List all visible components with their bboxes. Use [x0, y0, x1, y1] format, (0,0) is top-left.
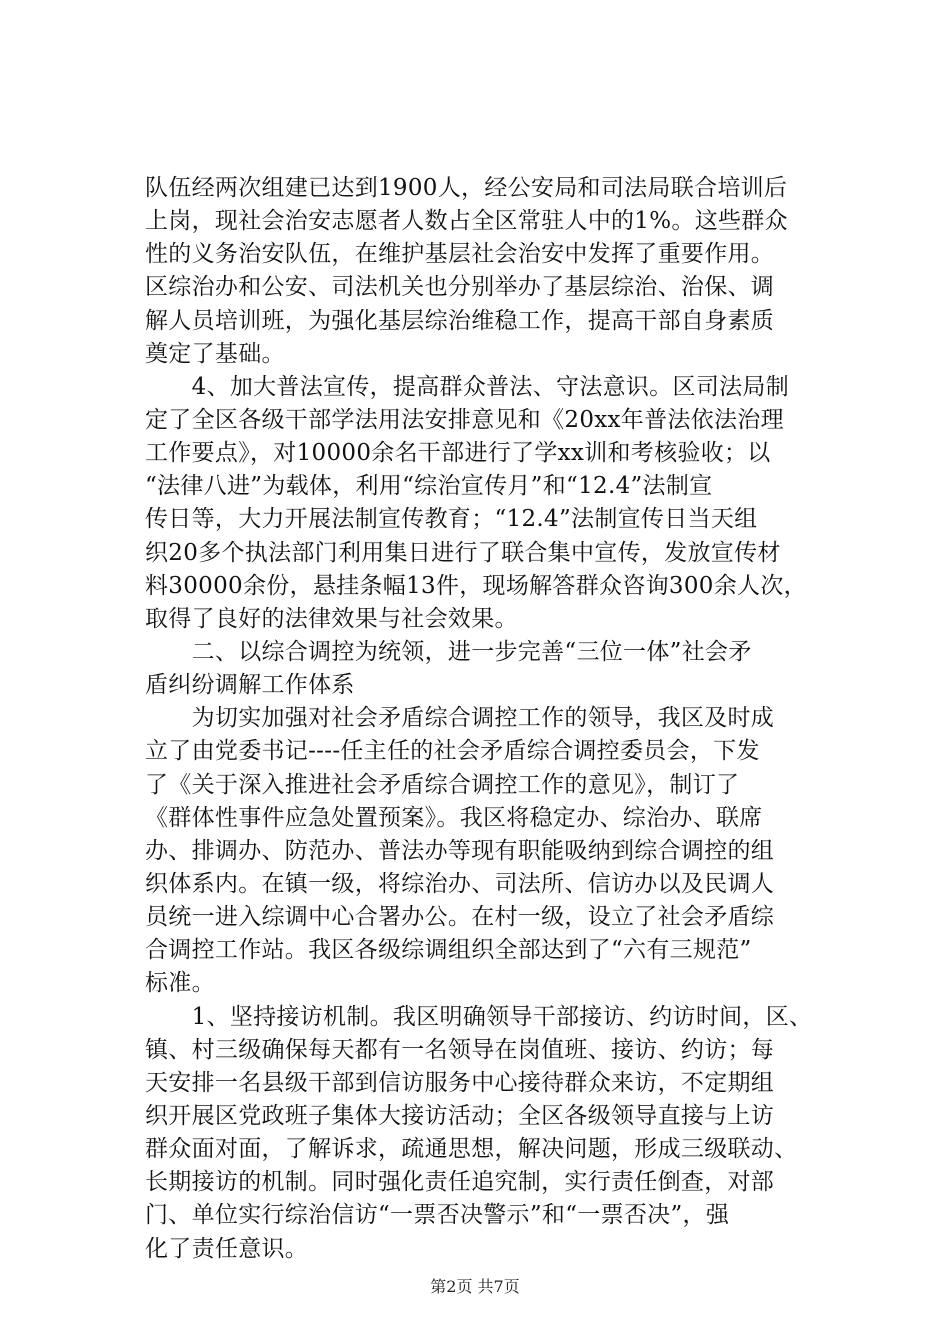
text-line: 料30000余份，悬挂条幅13件，现场解答群众咨询300余人次，: [145, 572, 807, 599]
text-line: 奠定了基础。: [145, 340, 285, 367]
text-line: 上岗，现社会治安志愿者人数占全区常驻人中的1%。这些群众: [145, 208, 788, 235]
text-line: 镇、村三级确保每天都有一名领导在岗值班、接访、约访；每: [145, 1036, 775, 1063]
text-line: 取得了良好的法律效果与社会效果。: [145, 605, 518, 632]
text-line: 群众面对面，了解诉求，疏通思想，解决问题，形成三级联动、: [145, 1136, 798, 1163]
text-line: 门、单位实行综治信访“一票否决警示”和“一票否决”，强: [145, 1202, 730, 1229]
text-line: 1、坚持接访机制。我区明确领导干部接访、约访时间，区、: [145, 1003, 813, 1030]
text-line: 4、加大普法宣传，提高群众普法、守法意识。区司法局制: [145, 373, 790, 400]
text-line: 工作要点》，对10000余名干部进行了学xx训和考核验收；以: [145, 440, 771, 467]
document-body: [145, 172, 835, 1266]
text-line: 标准。: [145, 970, 215, 997]
section-heading-line: 盾纠纷调解工作体系: [145, 672, 355, 699]
text-line: 了《关于深入推进社会矛盾综合调控工作的意见》，制订了: [145, 771, 740, 798]
text-line: 区综治办和公安、司法机关也分别举办了基层综治、治保、调: [145, 274, 775, 301]
text-line: 性的义务治安队伍，在维护基层社会治安中发挥了重要作用。: [145, 241, 775, 268]
page-number-footer: 第2页 共7页: [430, 1277, 520, 1296]
section-heading-line: 二、以综合调控为统领，进一步完善“三位一体”社会矛: [145, 638, 752, 665]
text-line: 员统一进入综调中心合署办公。在村一级，设立了社会矛盾综: [145, 904, 775, 931]
text-line: 办、排调办、防范办、普法办等现有职能吸纳到综合调控的组: [145, 837, 775, 864]
text-line: 解人员培训班，为强化基层综治维稳工作，提高干部自身素质: [145, 307, 775, 334]
text-line: 天安排一名县级干部到信访服务中心接待群众来访，不定期组: [145, 1069, 775, 1096]
text-line: 队伍经两次组建已达到1900人，经公安局和司法局联合培训后: [145, 175, 788, 201]
text-line: 传日等，大力开展法制宣传教育；“12.4”法制宣传日当天组: [145, 506, 758, 533]
text-line: 合调控工作站。我区各级综调组织全部达到了“六有三规范”: [145, 937, 752, 964]
text-line: 织20多个执法部门利用集日进行了联合集中宣传，发放宣传材: [145, 539, 781, 566]
text-line: 立了由党委书记----任主任的社会矛盾综合调控委员会，下发: [145, 738, 760, 765]
text-line: 化了责任意识。: [145, 1235, 309, 1262]
text-line: 定了全区各级干部学法用法安排意见和《20xx年普法依法治理: [145, 406, 784, 433]
text-line: 《群体性事件应急处置预案》。我区将稳定办、综治办、联席: [145, 804, 763, 831]
text-line: “法律八进”为载体，利用“综治宣传月”和“12.4”法制宣: [145, 473, 713, 500]
text-line: 织体系内。在镇一级，将综治办、司法所、信访办以及民调人: [145, 870, 775, 897]
text-line: 长期接访的机制。同时强化责任追究制，实行责任倒查，对部: [145, 1169, 775, 1196]
text-line: 为切实加强对社会矛盾综合调控工作的领导，我区及时成: [145, 705, 775, 732]
text-line: 织开展区党政班子集体大接访活动；全区各级领导直接与上访: [145, 1102, 775, 1129]
